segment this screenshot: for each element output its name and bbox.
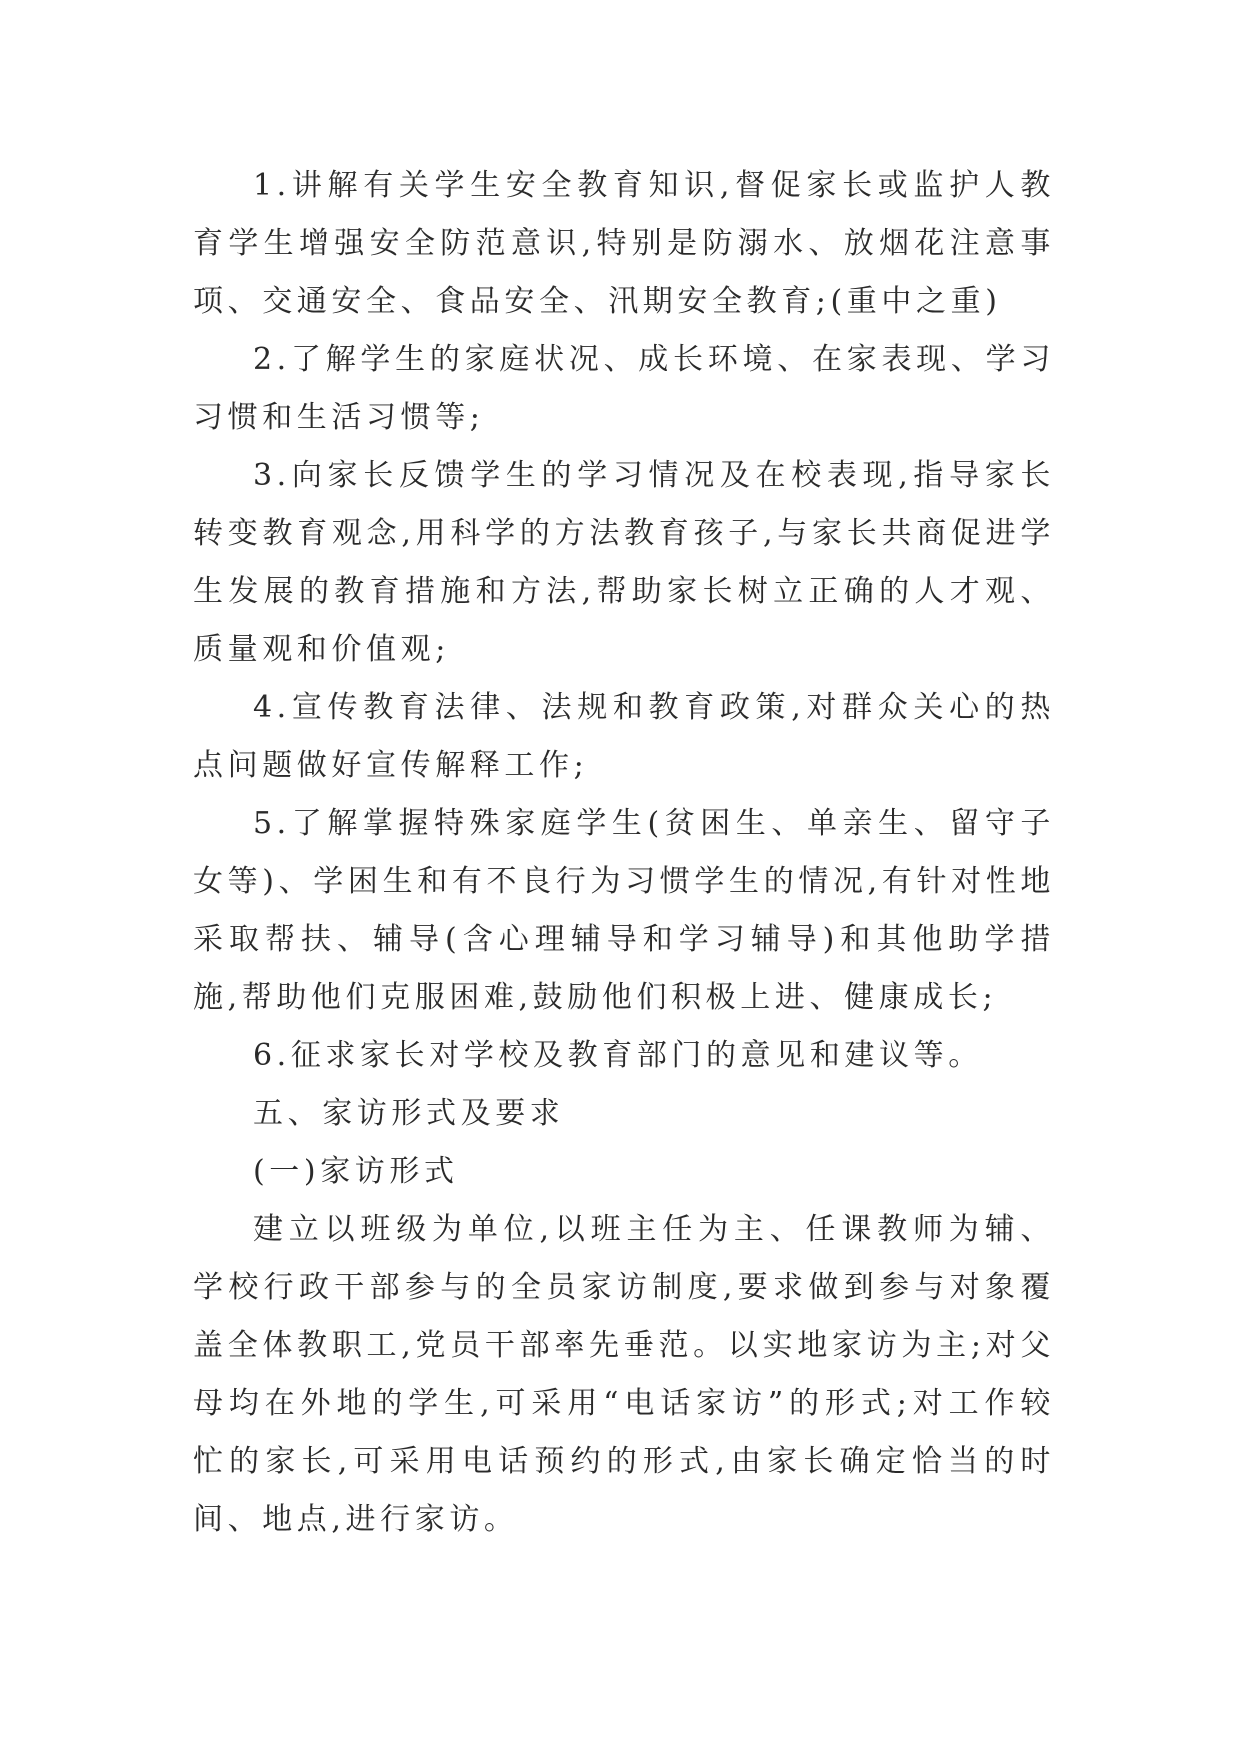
paragraph-item-1: 1.讲解有关学生安全教育知识,督促家长或监护人教育学生增强安全防范意识,特别是防溺水、放烟花注意事项、交通安全、食品安全、汛期安全教育;(重中之重) <box>193 168 1055 319</box>
paragraph-item-2: 2.了解学生的家庭状况、成长环境、在家表现、学习习惯和生活习惯等; <box>193 342 1055 435</box>
paragraph-item-5: 5.了解掌握特殊家庭学生(贫困生、单亲生、留守子女等)、学困生和有不良行为习惯学生的情况,有针对性地采取帮扶、辅导(含心理辅导和学习辅导)和其他助学措施,帮助他们克服困难,鼓励他们积极上进、健康成长; <box>193 806 1055 1015</box>
section-heading: 五、家访形式及要求 <box>253 1096 565 1131</box>
subsection-heading: (一)家访形式 <box>253 1154 459 1189</box>
document-body <box>193 157 1055 1549</box>
paragraph-item-6: 6.征求家长对学校及教育部门的意见和建议等。 <box>253 1038 983 1073</box>
paragraph-body: 建立以班级为单位,以班主任为主、任课教师为辅、学校行政干部参与的全员家访制度,要求做到参与对象覆盖全体教职工,党员干部率先垂范。以实地家访为主;对父母均在外地的学生,可采用“电话家访”的形式;对工作较忙的家长,可采用电话预约的形式,由家长确定恰当的时间、地点,进行家访。 <box>193 1212 1055 1537</box>
paragraph-item-4: 4.宣传教育法律、法规和教育政策,对群众关心的热点问题做好宣传解释工作; <box>193 690 1055 783</box>
paragraph-item-3: 3.向家长反馈学生的学习情况及在校表现,指导家长转变教育观念,用科学的方法教育孩子,与家长共商促进学生发展的教育措施和方法,帮助家长树立正确的人才观、质量观和价值观; <box>193 458 1055 667</box>
